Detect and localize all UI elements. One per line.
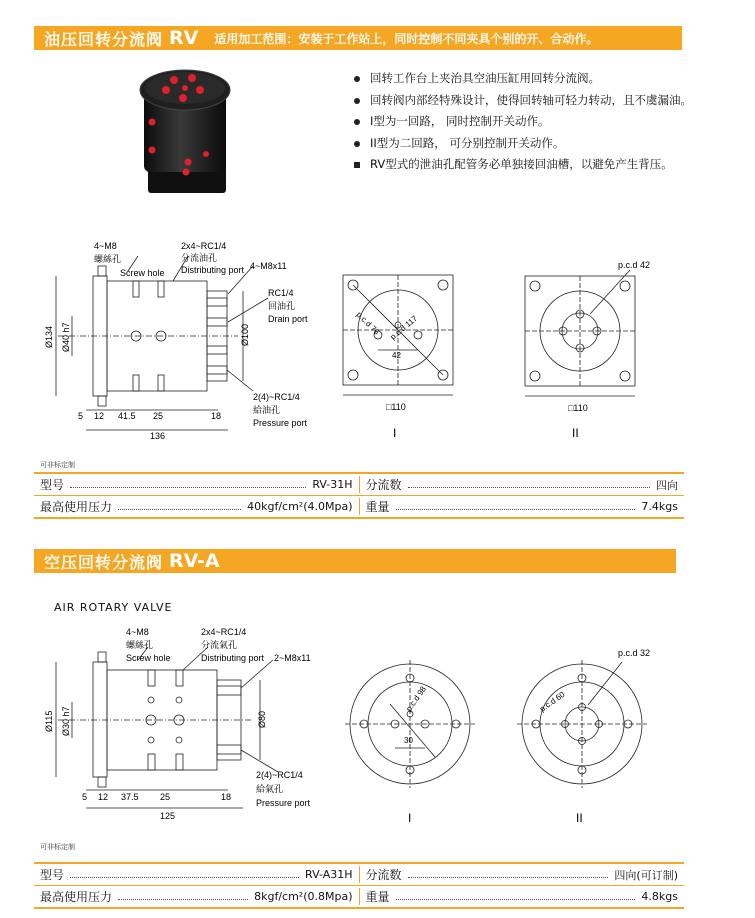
- pressure-label: 2(4)~RC1/4: [256, 770, 303, 780]
- feature-item: RV型式的泄油孔配管务必单独接回油槽，以避免产生背压。: [352, 154, 712, 176]
- section-scope: 适用加工范围：安装于工作站上，同时控制不同夹具个别的开、合动作。: [214, 31, 599, 46]
- section-banner-rv: [34, 26, 682, 50]
- section-title: 空压回转分流阀: [44, 552, 164, 572]
- weight-value: 7.4kgs: [641, 500, 678, 513]
- pressure-label: 2(4)~RC1/4: [253, 392, 300, 402]
- spec-cell: [360, 498, 685, 515]
- rv-front-view-2: [520, 256, 670, 441]
- dim-37-5: 37.5: [121, 792, 139, 802]
- pressure-en-label: Pressure port: [253, 418, 308, 428]
- dist-cn-label: 分流氣孔: [201, 640, 238, 650]
- sq110-label: □110: [386, 402, 406, 412]
- spec-cell: [34, 498, 360, 515]
- sq110-label: □110: [568, 403, 588, 413]
- model-label: 型号: [40, 868, 65, 882]
- leader-dots: [118, 509, 241, 510]
- dim-d115: Ø115: [44, 710, 54, 732]
- rva-front-view-1: [340, 652, 480, 832]
- custom-note: 可非标定制: [40, 461, 75, 469]
- section-banner-rva: [34, 549, 676, 573]
- spec-cell: [34, 476, 360, 493]
- leader-dots: [408, 877, 609, 878]
- leader-dots: [408, 487, 650, 488]
- spec-cell: [34, 888, 360, 905]
- mount-label: 4~M8: [94, 241, 117, 251]
- leader-dots: [396, 509, 636, 510]
- mount-cn-label: 螺絲孔: [126, 640, 154, 650]
- section-subtitle: AIR ROTARY VALVE: [54, 601, 173, 614]
- m8x11-label: 2~M8x11: [274, 653, 311, 663]
- ports-label: 分流数: [365, 868, 402, 882]
- mount-cn-label: 螺絲孔: [94, 254, 122, 264]
- spec-row: [34, 862, 684, 886]
- section-model: RV-A: [169, 550, 220, 572]
- ports-label: 分流数: [365, 478, 402, 492]
- spec-row: [34, 496, 684, 519]
- spec-cell: [34, 866, 360, 883]
- product-photo: [130, 62, 242, 197]
- spec-cell: [360, 866, 685, 883]
- mount-en-label: Screw hole: [120, 268, 165, 278]
- dim-42: 42: [392, 351, 401, 360]
- leader-dots: [118, 899, 248, 900]
- m8x11-label: 4~M8x11: [250, 261, 287, 271]
- model-value: RV-A31H: [305, 868, 353, 881]
- dim-125: 125: [160, 811, 176, 821]
- weight-label: 重量: [365, 890, 390, 904]
- weight-value: 4.8kgs: [641, 890, 678, 903]
- section-model: RV: [169, 27, 199, 49]
- spec-table-rva: [34, 862, 684, 909]
- spec-row: [34, 472, 684, 496]
- dim-25: 25: [153, 411, 164, 421]
- feature-list: [352, 68, 712, 176]
- feature-item: 回转工作台上夹治具空油压缸用回转分流阀。: [352, 68, 712, 90]
- pcd60-label: p.c.d 60: [537, 689, 567, 714]
- pressure-label: 最高使用压力: [40, 890, 113, 904]
- dist-cn-label: 分流油孔: [181, 253, 218, 263]
- drain-en-label: Drain port: [268, 314, 308, 324]
- leader-dots: [70, 487, 306, 488]
- dist-label: 2x4~RC1/4: [201, 627, 247, 637]
- mount-en-label: Screw hole: [126, 653, 171, 663]
- section-title: 油压回转分流阀: [44, 29, 164, 49]
- pressure-cn-label: 給油孔: [253, 405, 281, 415]
- pcd98-label: p.c.d 98: [404, 684, 428, 714]
- drain-cn-label: 回油孔: [268, 301, 296, 311]
- model-label: 型号: [40, 478, 65, 492]
- spec-cell: [360, 888, 685, 905]
- drain-label: RC1/4: [268, 288, 294, 298]
- pcd117-label: p.c.d 117: [388, 313, 420, 342]
- type-2-label: II: [576, 811, 583, 825]
- dim-d134: Ø134: [44, 325, 54, 348]
- custom-note: 可非标定制: [40, 843, 75, 851]
- dim-41-5: 41.5: [118, 411, 136, 421]
- dim-5: 5: [78, 411, 84, 421]
- pressure-value: 8kgf/cm²(0.8Mpa): [254, 890, 353, 903]
- rva-side-drawing: [38, 622, 338, 827]
- type-1-label: I: [408, 811, 412, 825]
- rva-front-view-2: [510, 640, 680, 835]
- mount-label: 4~M8: [126, 627, 149, 637]
- dim-136: 136: [150, 431, 166, 441]
- dim-30: 30: [404, 736, 413, 745]
- dim-12: 12: [98, 792, 109, 802]
- weight-label: 重量: [365, 500, 390, 514]
- dim-12: 12: [94, 411, 105, 421]
- spec-table-rv: [34, 472, 684, 519]
- pressure-cn-label: 給氣孔: [256, 784, 284, 794]
- pcd32-label: p.c.d 32: [618, 648, 651, 658]
- leader-dots: [70, 877, 299, 878]
- type-2-label: II: [572, 426, 579, 440]
- pcd42-label: p.c.d 42: [618, 260, 651, 270]
- leader-dots: [396, 899, 636, 900]
- feature-item: 回转阀内部经特殊设计，使得回转轴可轻力转动，且不虞漏油。: [352, 90, 712, 112]
- dim-d40: Ø40 h7: [61, 322, 71, 352]
- dim-5: 5: [82, 792, 88, 802]
- pressure-value: 40kgf/cm²(4.0Mpa): [247, 500, 353, 513]
- dist-label: 2x4~RC1/4: [181, 241, 227, 251]
- pcd76-label: p.c.d 76: [354, 310, 382, 337]
- ports-value: 四向: [656, 478, 678, 492]
- feature-item: I型为一回路， 同时控制开关动作。: [352, 111, 712, 133]
- dim-18: 18: [211, 411, 222, 421]
- rv-front-view-1: [338, 270, 468, 440]
- dim-18: 18: [221, 792, 232, 802]
- dim-d100: Ø100: [240, 323, 250, 346]
- feature-item: II型为二回路， 可分别控制开关动作。: [352, 133, 712, 155]
- dim-25: 25: [160, 792, 171, 802]
- pressure-en-label: Pressure port: [256, 798, 311, 808]
- type-1-label: I: [393, 426, 397, 440]
- dim-d80: Ø80: [257, 710, 267, 728]
- dist-en-label: Distributing port: [181, 265, 245, 275]
- ports-value: 四向(可订制): [614, 868, 678, 882]
- rv-side-drawing: [38, 236, 338, 446]
- spec-row: [34, 886, 684, 909]
- pressure-label: 最高使用压力: [40, 500, 113, 514]
- model-value: RV-31H: [312, 478, 353, 491]
- dim-d30: Ø30 h7: [61, 706, 71, 736]
- dist-en-label: Distributing port: [201, 653, 265, 663]
- spec-cell: [360, 476, 685, 493]
